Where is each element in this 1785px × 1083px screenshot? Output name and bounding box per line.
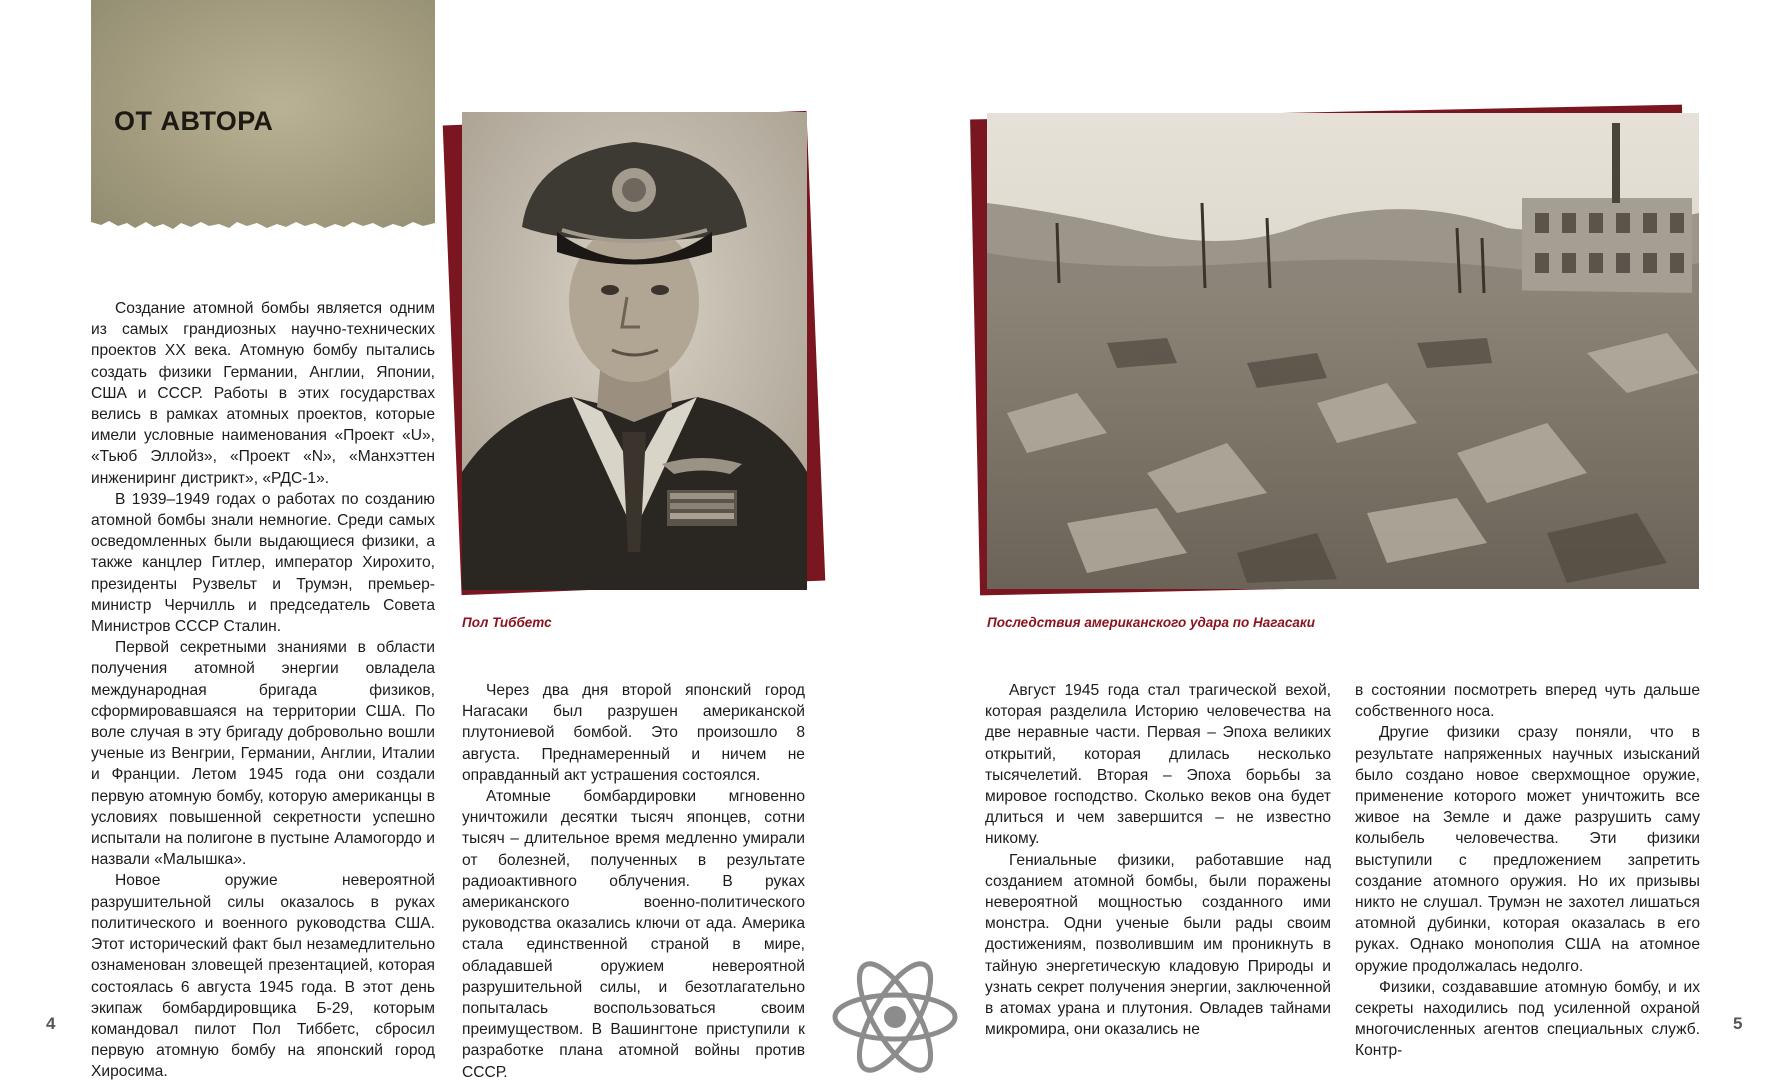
torn-edge	[91, 216, 435, 236]
paragraph: Физики, создававшие атомную бомбу, и их секреты находились под усиленной охраной многочисленных агентов специальных служб. Контр-	[1355, 978, 1700, 1060]
paragraph: Атомные бомбардировки мгновенно уничтожили десятки тысяч японцев, сотни тысяч – длительное время медленно умирали от болезней, полученных в результате радиоактивного облучения. В руках американского военно-политического руководства оказались ключи от ада. Америка стала единственной страной в мире, обладавшей оружием невероятной разрушительной силы, и безотлагательно попыталась воспользоваться своим преимуществом. В Вашингтоне приступили к разработке плана атомной войны против СССР.	[462, 788, 805, 1081]
page-number-right: 5	[1733, 1014, 1743, 1033]
landscape-photo	[987, 113, 1699, 589]
page-number-left: 4	[46, 1014, 56, 1033]
photo-caption: Пол Тиббетс	[462, 615, 552, 630]
paragraph: в состоянии посмотреть вперед чуть дальше собственного носа.	[1355, 682, 1700, 721]
paragraph: В 1939–1949 годах о работах по созданию атомной бомбы знали немногие. Среди самых осведомленных были выдающиеся физики, а также канцлер Гитлер, император Хирохито, президенты Рузвельт и Трумэн, премьер-министр Черчилль и председатель Совета Министров СССР Сталин.	[91, 490, 435, 636]
paragraph: Создание атомной бомбы является одним из самых грандиозных научно-технических проектов XX века. Атомную бомбу пытались создать физики Германии, Англии, Японии, США и СССР. Работы в этих государствах велись в рамках атомных проектов, которые имели условные наименования «Проект «U», «Тьюб Эллойз», «Проект «N», «Манхэттен инжениринг дистрикт», «РДС-1».	[91, 300, 435, 487]
header-block	[91, 0, 435, 236]
text-column-3	[985, 680, 1331, 1040]
text-column-1	[91, 298, 435, 1083]
paragraph: Первой секретными знаниями в области получения атомной энергии овладела международная бригада физиков, сформировавшаяся на территории США. По воле случая в эту бригаду добровольно вошли ученые из Венгрии, Германии, Англии, Италии и Франции. Летом 1945 года они создали первую атомную бомбу, которую американцы в условиях повышенной секретности успешно испытали на полигоне в пустыне Аламогордо и назвали «Малышка».	[91, 639, 435, 869]
paragraph: Через два дня второй японский город Нагасаки был разрушен американской плутониевой бомбой. Это произошло 8 августа. Преднамеренный и ничем не оправданный акт устрашения состоялся.	[462, 682, 805, 784]
text-column-4	[1355, 680, 1700, 1062]
atom-icon	[830, 955, 960, 1080]
portrait-photo	[462, 112, 807, 590]
page-title: ОТ АВТОРА	[114, 106, 274, 136]
portrait-illustration	[462, 112, 807, 590]
paragraph: Новое оружие невероятной разрушительной силы оказалось в руках политического и военного руководства США. Этот исторический факт был незамедлительно ознаменован зловещей презентацией, которая состоялась 6 августа 1945 года. В этот день экипаж бомбардировщика Б-29, которым командовал пилот Пол Тиббетс, сбросил первую атомную бомбу на японский город Хиросима.	[91, 872, 435, 1081]
photo-caption: Последствия американского удара по Нагасаки	[987, 615, 1315, 630]
paragraph: Другие физики сразу поняли, что в результате напряженных научных изысканий было создано новое сверхмощное оружие, применение которого может уничтожить все живое на Земле и даже разрушить саму колыбель человечества. Эти физики выступили с предложением запретить создание атомного оружия. Но их призывы никто не слушал. Трумэн не захотел лишаться атомной дубинки, которая оказалась в его руках. Однако монополия США на атомное оружие продолжалась недолго.	[1355, 724, 1700, 975]
paragraph: Гениальные физики, работавшие над созданием атомной бомбы, были поражены невероятной мощностью созданного ими монстра. Одни ученые были рады своим достижениям, позволившим им проникнуть в тайную энергетическую кладовую Природы и узнать секрет получения энергии, заключенной в атомах урана и плутония. Овладев тайнами микромира, они оказались не	[985, 851, 1331, 1039]
text-column-2	[462, 680, 805, 1083]
ruins-illustration	[987, 113, 1699, 589]
paragraph: Август 1945 года стал трагической вехой, которая разделила Историю человечества на две неравные части. Первая – Эпоха великих открытий, которая длилась несколько тысячелетий. Вторая – Эпоха борьбы за мировое господство. Сколько веков она будет длиться и чем завершится – не известно никому.	[985, 682, 1331, 848]
